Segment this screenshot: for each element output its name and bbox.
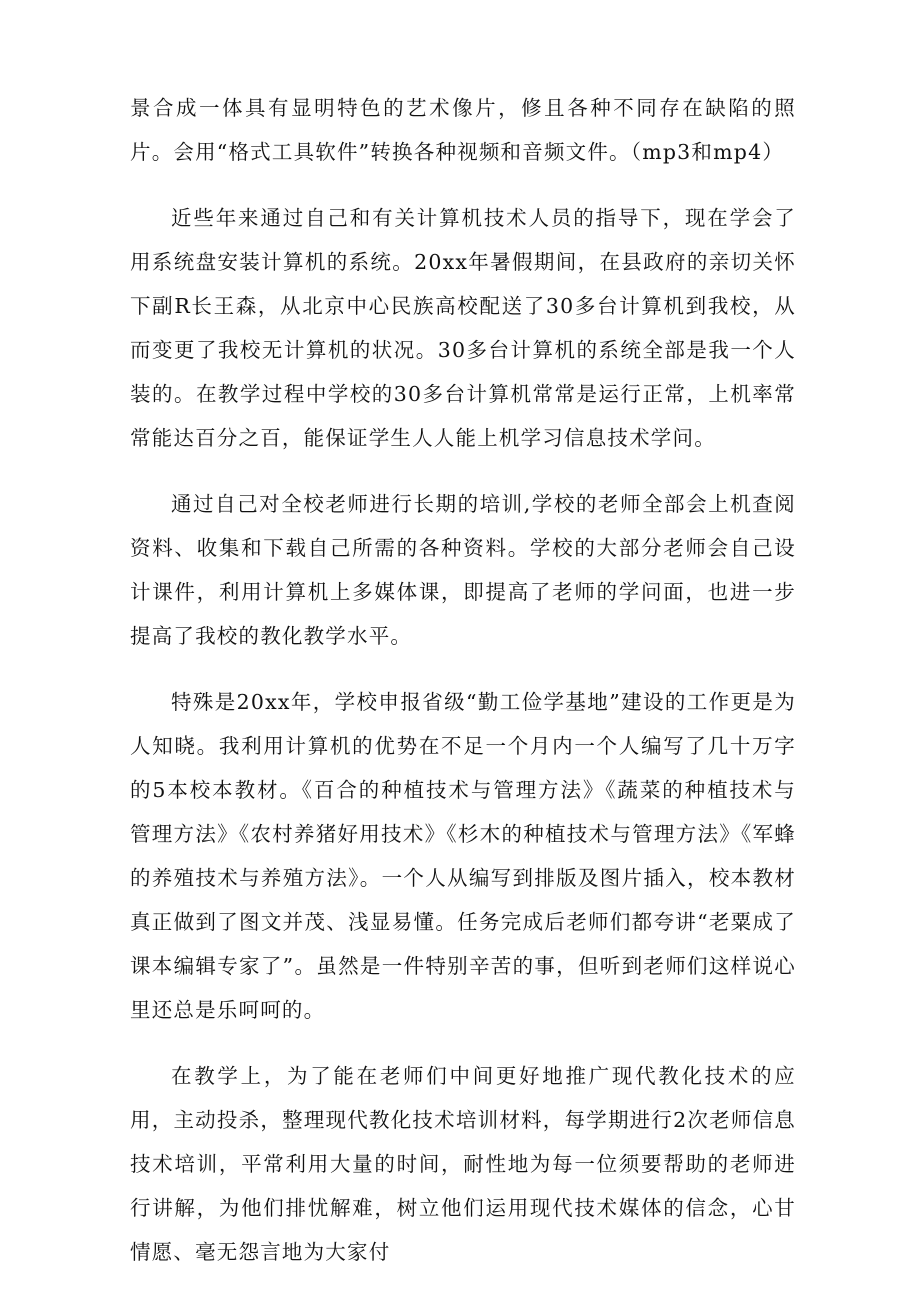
paragraph-continued: 景合成一体具有显明特色的艺术像片，修且各种不同存在缺陷的照片。会用“格式工具软件”转换各种视频和音频文件。（mp3和mp4） bbox=[130, 96, 796, 164]
document-body bbox=[130, 86, 796, 1296]
paragraph-teaching-promotion: 在教学上，为了能在老师们中间更好地推广现代教化技术的应用，主动投杀，整理现代教化技术培训材料，每学期进行2次老师信息技术培训，平常利用大量的时间，耐性地为每一位须要帮助的老师进行讲解，为他们排忧解难，树立他们运用现代技术媒体的信念，心甘情愿、毫无怨言地为大家付 bbox=[130, 1064, 796, 1264]
paragraph-teacher-training: 通过自己对全校老师进行长期的培训,学校的老师全部会上机查阅资料、收集和下载自己所需的各种资料。学校的大部分老师会自己设计课件，利用计算机上多媒体课，即提高了老师的学问面，也进一步提高了我校的教化教学水平。 bbox=[130, 492, 796, 648]
paragraph-textbook-writing: 特殊是20xx年，学校申报省级“勤工俭学基地”建设的工作更是为人知晓。我利用计算机的优势在不足一个月内一个人编写了几十万字的5本校本教材。《百合的种植技术与管理方法》《蔬菜的种植技术与管理方法》《农村养猪好用技术》《杉木的种植技术与管理方法》《军蜂的养殖技术与养殖方法》。一个人从编写到排版及图片插入，校本教材真正做到了图文并茂、浅显易懂。任务完成后老师们都夸讲“老粟成了课本编辑专家了”。虽然是一件特别辛苦的事，但听到老师们这样说心里还总是乐呵呵的。 bbox=[130, 690, 796, 1022]
paragraph-system-install: 近些年来通过自己和有关计算机技术人员的指导下，现在学会了用系统盘安装计算机的系统。20xx年暑假期间，在县政府的亲切关怀下副R长王森，从北京中心民族高校配送了30多台计算机到我校，从而变更了我校无计算机的状况。30多台计算机的系统全部是我一个人装的。在教学过程中学校的30多台计算机常常是运行正常，上机率常常能达百分之百，能保证学生人人能上机学习信息技术学问。 bbox=[130, 206, 796, 450]
